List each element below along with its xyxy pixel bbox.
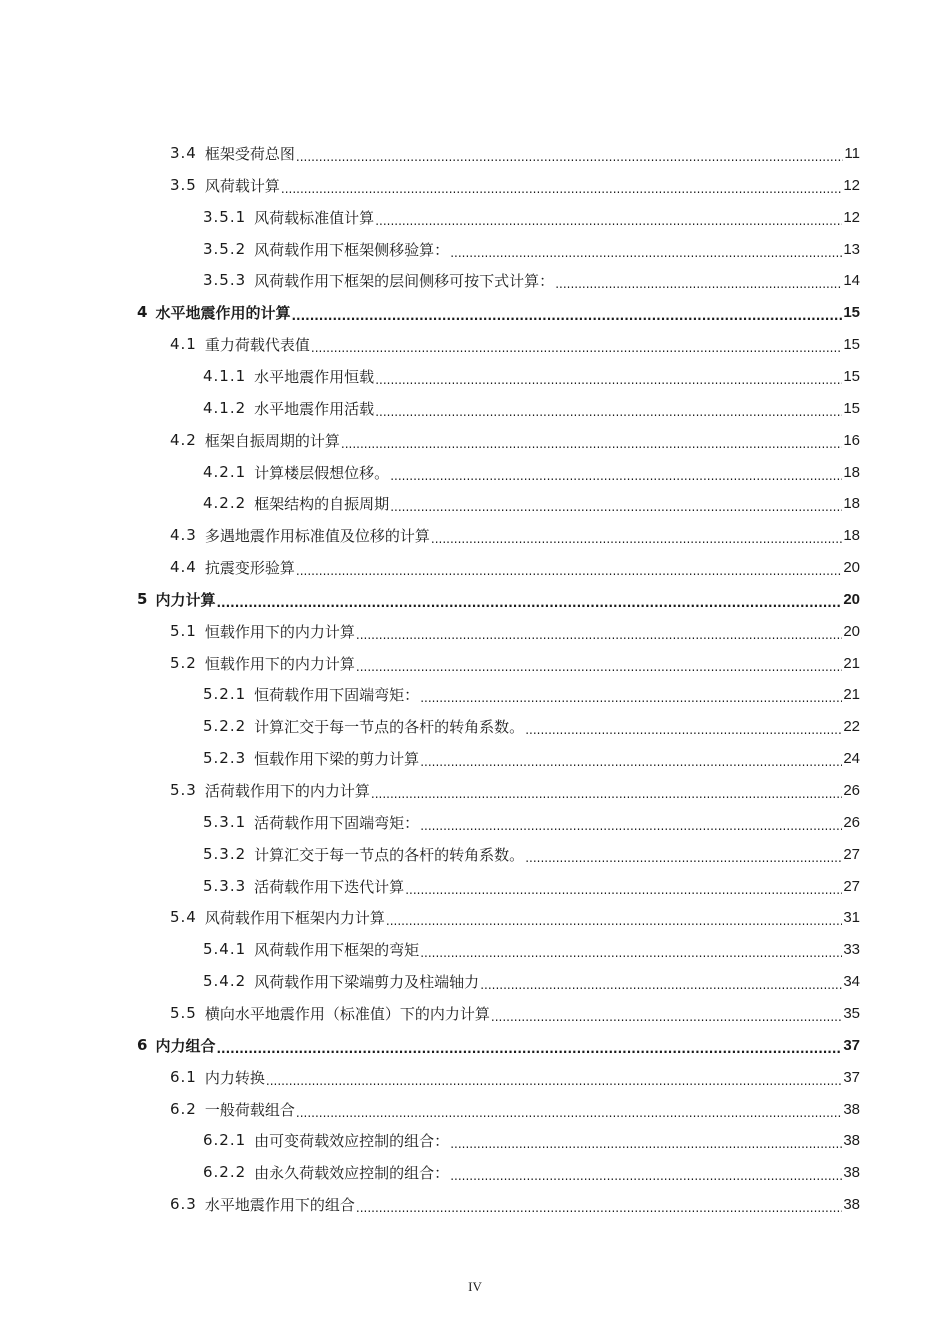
toc-dot-leader xyxy=(450,1134,842,1152)
toc-entry-number: 6.3 xyxy=(170,1195,197,1213)
toc-dot-leader xyxy=(356,625,842,643)
toc-entry-page: 21 xyxy=(843,654,860,672)
toc-entry-number: 5.3.3 xyxy=(203,877,247,895)
toc-entry-page: 15 xyxy=(843,399,860,417)
toc-entry-number: 5.3.1 xyxy=(203,813,247,831)
toc-entry[interactable] xyxy=(137,1029,860,1061)
toc-entry-page: 37 xyxy=(843,1036,860,1054)
toc-dot-leader xyxy=(390,466,842,484)
toc-entry[interactable] xyxy=(203,487,860,519)
toc-entry-title: 风荷载作用下框架内力计算 xyxy=(204,908,385,927)
toc-dot-leader xyxy=(491,1007,842,1025)
toc-entry-number: 4.4 xyxy=(170,558,197,576)
toc-entry[interactable] xyxy=(203,392,860,424)
toc-entry-title: 内力计算 xyxy=(155,590,216,609)
toc-entry-title: 计算楼层假想位移。 xyxy=(254,463,390,482)
toc-entry-page: 24 xyxy=(843,749,860,767)
toc-entry-number: 6 xyxy=(137,1036,148,1054)
toc-dot-leader xyxy=(431,529,842,547)
toc-entry-title: 框架受荷总图 xyxy=(204,144,295,163)
toc-entry-page: 16 xyxy=(843,431,860,449)
toc-dot-leader xyxy=(356,1198,842,1216)
toc-entry-number: 5.4 xyxy=(170,908,197,926)
toc-dot-leader xyxy=(311,338,842,356)
toc-entry-number: 4.2.2 xyxy=(203,494,247,512)
toc-entry-page: 38 xyxy=(843,1100,860,1118)
toc-entry-page: 15 xyxy=(843,367,860,385)
toc-entry-number: 4.1.1 xyxy=(203,367,247,385)
toc-dot-leader xyxy=(390,497,842,515)
toc-dot-leader xyxy=(356,657,842,675)
toc-entry-title: 风荷载作用下梁端剪力及柱端轴力 xyxy=(254,972,480,991)
toc-entry[interactable] xyxy=(203,1156,860,1188)
toc-entry[interactable] xyxy=(203,233,860,265)
toc-entry-page: 12 xyxy=(843,176,860,194)
toc-entry-number: 5.4.1 xyxy=(203,940,247,958)
toc-entry[interactable] xyxy=(170,647,860,679)
toc-entry[interactable] xyxy=(170,774,860,806)
toc-entry-page: 26 xyxy=(843,781,860,799)
toc-entry[interactable] xyxy=(170,901,860,933)
toc-entry[interactable] xyxy=(203,360,860,392)
page-number-footer: IV xyxy=(468,1279,482,1294)
toc-entry[interactable] xyxy=(170,551,860,583)
toc-dot-leader xyxy=(371,784,842,802)
toc-entry-number: 3.4 xyxy=(170,144,197,162)
toc-entry-number: 3.5.1 xyxy=(203,208,247,226)
toc-entry[interactable] xyxy=(203,838,860,870)
toc-entry-number: 5.5 xyxy=(170,1004,197,1022)
toc-entry-title: 恒荷载作用下固端弯矩： xyxy=(254,685,420,704)
toc-entry[interactable] xyxy=(137,296,860,328)
toc-entry-number: 3.5.2 xyxy=(203,240,247,258)
toc-entry-number: 5.2 xyxy=(170,654,197,672)
toc-entry-page: 20 xyxy=(843,558,860,576)
toc-entry-number: 6.1 xyxy=(170,1068,197,1086)
toc-entry[interactable] xyxy=(170,997,860,1029)
toc-entry-number: 5.2.3 xyxy=(203,749,247,767)
toc-entry-page: 35 xyxy=(843,1004,860,1022)
toc-dot-leader xyxy=(216,593,842,611)
toc-entry[interactable] xyxy=(170,424,860,456)
toc-entry[interactable] xyxy=(203,933,860,965)
toc-entry-page: 38 xyxy=(843,1195,860,1213)
toc-dot-leader xyxy=(281,179,842,197)
toc-entry-title: 活荷载作用下的内力计算 xyxy=(204,781,370,800)
toc-entry[interactable] xyxy=(203,806,860,838)
toc-entry-page: 27 xyxy=(843,845,860,863)
toc-entry-page: 12 xyxy=(843,208,860,226)
toc-entry[interactable] xyxy=(170,615,860,647)
toc-entry-title: 框架自振周期的计算 xyxy=(204,431,340,450)
toc-entry-page: 27 xyxy=(843,877,860,895)
toc-entry[interactable] xyxy=(170,137,860,169)
toc-entry-title: 风荷载计算 xyxy=(204,176,280,195)
toc-dot-leader xyxy=(296,147,844,165)
toc-entry[interactable] xyxy=(203,1124,860,1156)
toc-dot-leader xyxy=(420,943,842,961)
toc-entry-title: 水平地震作用恒载 xyxy=(254,367,375,386)
toc-entry-title: 内力组合 xyxy=(155,1036,216,1055)
toc-entry[interactable] xyxy=(203,965,860,997)
toc-entry-page: 33 xyxy=(843,940,860,958)
toc-entry-page: 37 xyxy=(843,1068,860,1086)
toc-entry-number: 5.2.2 xyxy=(203,717,247,735)
toc-dot-leader xyxy=(375,402,842,420)
toc-entry-page: 20 xyxy=(843,590,860,608)
toc-entry-number: 5.3 xyxy=(170,781,197,799)
toc-entry[interactable] xyxy=(203,264,860,296)
toc-entry-number: 4.2 xyxy=(170,431,197,449)
toc-entry-title: 由永久荷载效应控制的组合： xyxy=(254,1163,450,1182)
toc-entry-page: 22 xyxy=(843,717,860,735)
toc-entry-title: 风荷载作用下框架侧移验算： xyxy=(254,240,450,259)
toc-entry[interactable] xyxy=(170,1188,860,1220)
toc-entry-page: 20 xyxy=(843,622,860,640)
toc-entry-number: 4.1 xyxy=(170,335,197,353)
toc-entry-title: 框架结构的自振周期 xyxy=(254,494,390,513)
toc-entry[interactable] xyxy=(203,201,860,233)
toc-entry-title: 风荷载标准值计算 xyxy=(254,208,375,227)
toc-entry[interactable] xyxy=(203,456,860,488)
toc-entry-page: 21 xyxy=(843,685,860,703)
toc-entry-number: 4.1.2 xyxy=(203,399,247,417)
toc-entry[interactable] xyxy=(170,169,860,201)
toc-dot-leader xyxy=(296,561,842,579)
toc-entry-page: 14 xyxy=(843,271,860,289)
toc-entry-title: 横向水平地震作用（标准值）下的内力计算 xyxy=(204,1004,490,1023)
toc-entry[interactable] xyxy=(203,870,860,902)
toc-entry-page: 38 xyxy=(843,1163,860,1181)
toc-entry-title: 恒载作用下梁的剪力计算 xyxy=(254,749,420,768)
toc-entry-number: 6.2.1 xyxy=(203,1131,247,1149)
toc-entry-title: 内力转换 xyxy=(204,1068,265,1087)
toc-entry-page: 18 xyxy=(843,494,860,512)
toc-dot-leader xyxy=(291,306,842,324)
toc-entry-page: 15 xyxy=(843,303,860,321)
toc-dot-leader xyxy=(420,688,842,706)
toc-entry-number: 4 xyxy=(137,303,148,321)
toc-entry-page: 15 xyxy=(843,335,860,353)
toc-entry-page: 26 xyxy=(843,813,860,831)
toc-entry-title: 计算汇交于每一节点的各杆的转角系数。 xyxy=(254,845,525,864)
toc-entry[interactable] xyxy=(203,678,860,710)
toc-dot-leader xyxy=(450,243,842,261)
toc-entry-page: 18 xyxy=(843,526,860,544)
toc-entry[interactable] xyxy=(170,519,860,551)
toc-entry-page: 13 xyxy=(843,240,860,258)
toc-entry-title: 由可变荷载效应控制的组合： xyxy=(254,1131,450,1150)
toc-entry-number: 3.5.3 xyxy=(203,271,247,289)
toc-entry-page: 31 xyxy=(843,908,860,926)
toc-dot-leader xyxy=(525,720,842,738)
toc-entry-title: 活荷载作用下固端弯矩： xyxy=(254,813,420,832)
toc-entry[interactable] xyxy=(203,742,860,774)
toc-entry-title: 水平地震作用活载 xyxy=(254,399,375,418)
toc-entry-title: 抗震变形验算 xyxy=(204,558,295,577)
toc-entry-number: 6.2 xyxy=(170,1100,197,1118)
toc-entry[interactable] xyxy=(170,328,860,360)
toc-dot-leader xyxy=(450,1166,842,1184)
toc-entry-number: 4.3 xyxy=(170,526,197,544)
toc-dot-leader xyxy=(525,848,842,866)
toc-entry-number: 5.3.2 xyxy=(203,845,247,863)
toc-dot-leader xyxy=(216,1039,842,1057)
toc-dot-leader xyxy=(405,880,842,898)
toc-dot-leader xyxy=(555,274,842,292)
toc-dot-leader xyxy=(266,1071,842,1089)
toc-entry-title: 多遇地震作用标准值及位移的计算 xyxy=(204,526,430,545)
toc-entry-page: 34 xyxy=(843,972,860,990)
toc-entry-title: 风荷载作用下框架的层间侧移可按下式计算： xyxy=(254,271,555,290)
toc-entry-number: 6.2.2 xyxy=(203,1163,247,1181)
toc-entry-title: 重力荷载代表值 xyxy=(204,335,310,354)
toc-entry-number: 3.5 xyxy=(170,176,197,194)
toc-entry-title: 水平地震作用下的组合 xyxy=(204,1195,355,1214)
toc-entry[interactable] xyxy=(170,1093,860,1125)
toc-dot-leader xyxy=(420,816,842,834)
toc-entry-number: 5.1 xyxy=(170,622,197,640)
toc-entry[interactable] xyxy=(137,583,860,615)
toc-entry-title: 活荷载作用下迭代计算 xyxy=(254,877,405,896)
toc-entry-title: 恒载作用下的内力计算 xyxy=(204,654,355,673)
toc-entry-number: 5.4.2 xyxy=(203,972,247,990)
toc-entry-title: 一般荷载组合 xyxy=(204,1100,295,1119)
toc-entry-number: 5 xyxy=(137,590,148,608)
toc-entry-title: 水平地震作用的计算 xyxy=(155,303,291,322)
toc-entry-page: 38 xyxy=(843,1131,860,1149)
toc-entry-title: 计算汇交于每一节点的各杆的转角系数。 xyxy=(254,717,525,736)
toc-entry-page: 11 xyxy=(844,144,860,162)
toc-entry-page: 18 xyxy=(843,463,860,481)
toc-dot-leader xyxy=(386,911,842,929)
toc-entry-title: 恒载作用下的内力计算 xyxy=(204,622,355,641)
toc-entry-number: 5.2.1 xyxy=(203,685,247,703)
toc-entry[interactable] xyxy=(170,1061,860,1093)
toc-dot-leader xyxy=(341,434,842,452)
toc-dot-leader xyxy=(296,1103,842,1121)
toc-dot-leader xyxy=(375,211,842,229)
toc-entry[interactable] xyxy=(203,710,860,742)
toc-entry-title: 风荷载作用下框架的弯矩 xyxy=(254,940,420,959)
toc-dot-leader xyxy=(375,370,842,388)
toc-dot-leader xyxy=(480,975,842,993)
toc-dot-leader xyxy=(420,752,842,770)
toc-entry-number: 4.2.1 xyxy=(203,463,247,481)
